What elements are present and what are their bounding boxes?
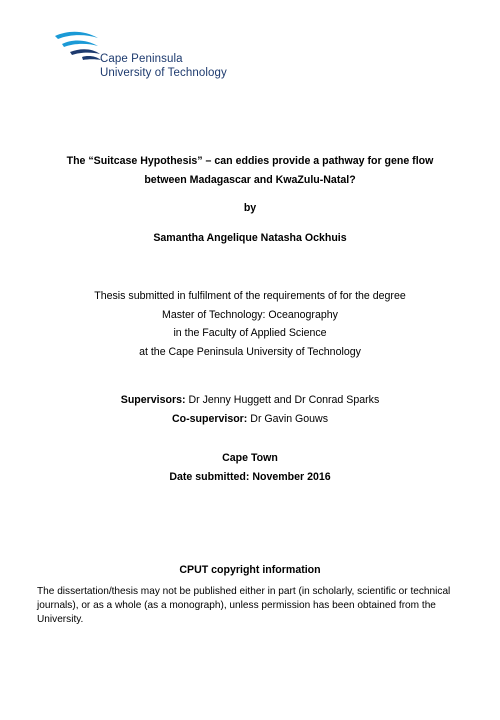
university-logo xyxy=(52,26,252,86)
copyright-heading: CPUT copyright information xyxy=(179,564,321,576)
submission-statement xyxy=(30,287,470,361)
logo-line-1: Cape Peninsula xyxy=(100,53,183,65)
city: Cape Town xyxy=(222,452,278,464)
co-supervisor-line xyxy=(30,410,470,429)
submission-line-4: at the Cape Peninsula University of Technology xyxy=(139,345,361,358)
logo-line-2: University of Technology xyxy=(100,67,227,79)
thesis-title-line-2: between Madagascar and KwaZulu-Natal? xyxy=(144,174,356,186)
place-date-block xyxy=(30,449,470,487)
co-supervisor-label: Co-supervisor: xyxy=(171,413,248,425)
supervisors-line xyxy=(30,391,470,410)
supervisors-block xyxy=(30,391,470,429)
supervisors-label: Supervisors: xyxy=(120,394,186,406)
by-label: by xyxy=(243,202,257,214)
submission-line-3: in the Faculty of Applied Science xyxy=(173,327,327,339)
co-supervisor-names: Dr Gavin Gouws xyxy=(247,413,328,425)
thesis-title-line-1: The “Suitcase Hypothesis” – can eddies provide a pathway for gene flow xyxy=(66,155,434,167)
date-submitted: Date submitted: November 2016 xyxy=(169,471,331,483)
submission-line-2: Master of Technology: Oceanography xyxy=(162,308,338,321)
copyright-body: The dissertation/thesis may not be published either in part (in scholarly, scientific or technical journals), or as a whole (as a monograph), unless permission has been obtained from the University. xyxy=(37,586,451,625)
cput-logo-mark-icon xyxy=(52,26,102,62)
submission-line-1: Thesis submitted in fulfilment of the requirements of for the degree xyxy=(94,290,406,302)
logo-wordmark xyxy=(100,52,227,80)
author-name: Samantha Angelique Natasha Ockhuis xyxy=(153,232,347,244)
supervisors-names: Dr Jenny Huggett and Dr Conrad Sparks xyxy=(185,394,380,406)
thesis-title xyxy=(30,152,470,190)
